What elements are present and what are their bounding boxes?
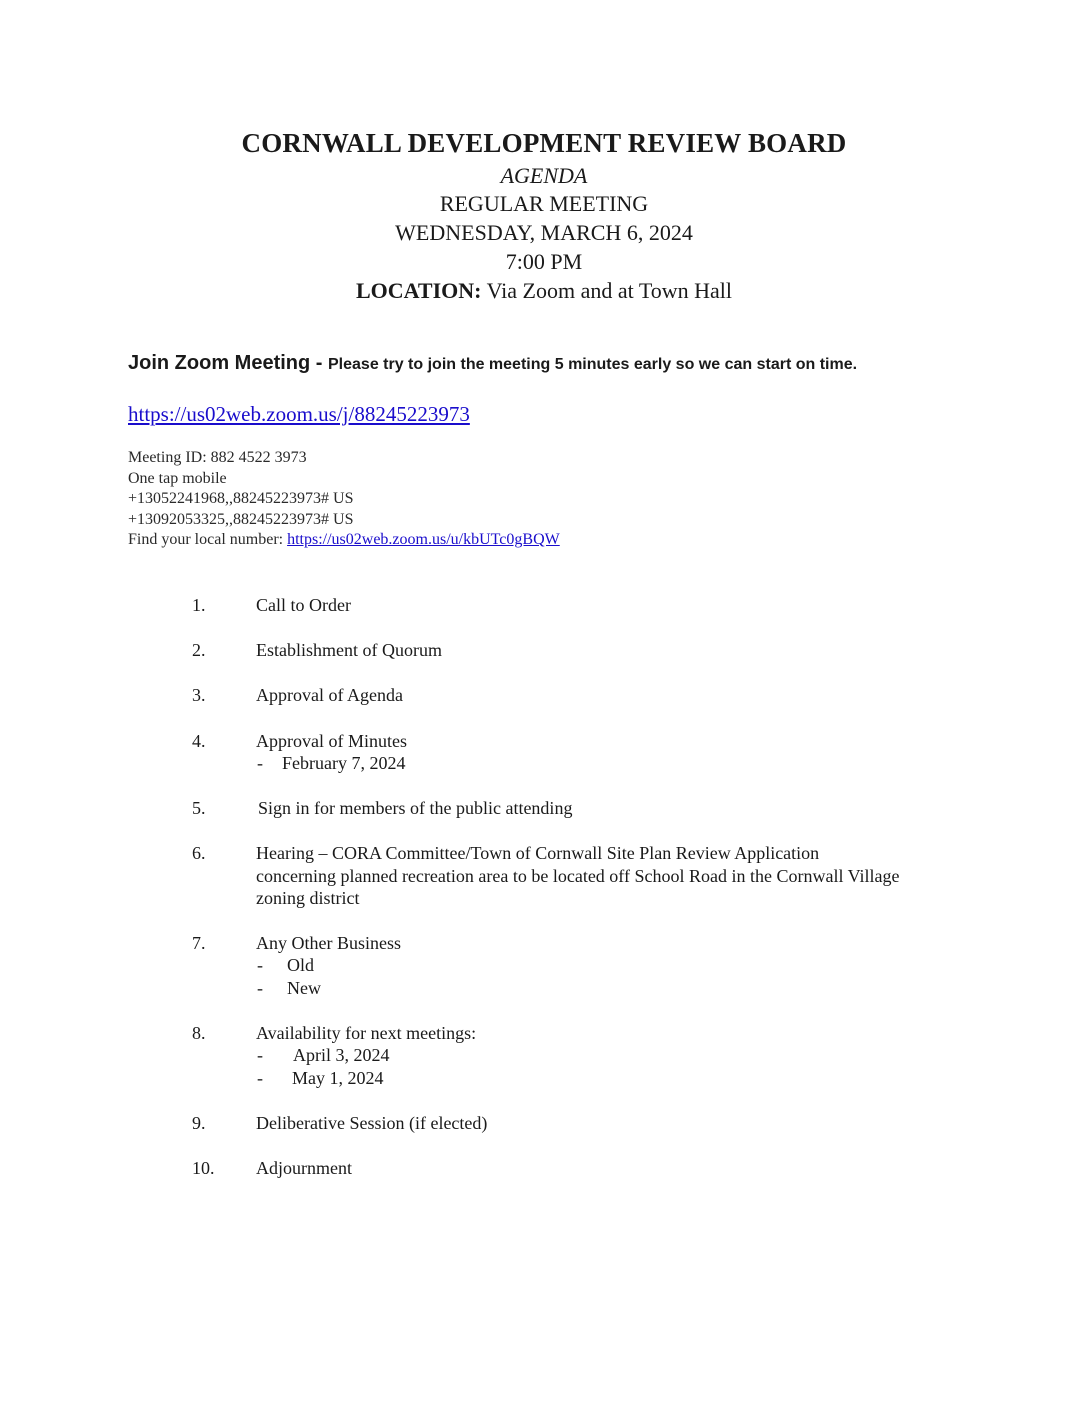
- agenda-item-text: Approval of Agenda: [256, 685, 403, 705]
- agenda-item-number: 7.: [192, 933, 206, 953]
- document-subtitle: AGENDA: [500, 163, 588, 188]
- agenda-item-number: 6.: [192, 843, 206, 863]
- agenda-item-text: Approval of Minutes: [256, 731, 407, 751]
- agenda-item-number: 4.: [192, 731, 206, 751]
- sub-item-text: February 7, 2024: [282, 753, 406, 773]
- agenda-item-text: Sign in for members of the public attending: [258, 798, 573, 818]
- one-tap-label: One tap mobile: [128, 469, 227, 487]
- zoom-heading-title: Join Zoom Meeting -: [128, 352, 328, 374]
- agenda-item-number: 8.: [192, 1023, 206, 1043]
- agenda-item-number: 10.: [192, 1158, 215, 1178]
- agenda-item-number: 5.: [192, 798, 206, 818]
- meeting-id: Meeting ID: 882 4522 3973: [128, 449, 307, 466]
- meeting-time: 7:00 PM: [505, 249, 583, 274]
- phone-number-1: +13052241968,,88245223973# US: [128, 490, 354, 507]
- meeting-date: WEDNESDAY, MARCH 6, 2024: [395, 220, 693, 245]
- sub-item-dash: -: [257, 955, 263, 975]
- sub-item-dash: -: [257, 1045, 263, 1065]
- agenda-item-text: Availability for next meetings:: [256, 1023, 477, 1043]
- agenda-item-text: Call to Order: [256, 595, 351, 615]
- agenda-item-text-line: zoning district: [256, 888, 360, 908]
- agenda-item-text-line: Hearing – CORA Committee/Town of Cornwall Site Plan Review Application: [256, 843, 820, 863]
- sub-item-text: New: [287, 978, 321, 998]
- local-number-link[interactable]: https://us02web.zoom.us/u/kbUTc0gBQW: [287, 531, 560, 548]
- location-label: LOCATION:: [355, 278, 482, 303]
- agenda-item-number: 2.: [192, 640, 206, 660]
- sub-item-text: April 3, 2024: [293, 1045, 390, 1065]
- meeting-type: REGULAR MEETING: [439, 191, 649, 216]
- sub-item-text: Old: [287, 955, 314, 975]
- sub-item-text: May 1, 2024: [292, 1068, 384, 1088]
- agenda-item-text: Establishment of Quorum: [256, 640, 442, 660]
- local-number-label: Find your local number:: [128, 531, 288, 548]
- agenda-item-number: 1.: [192, 595, 206, 615]
- zoom-meeting-link[interactable]: https://us02web.zoom.us/j/88245223973: [128, 402, 470, 426]
- agenda-item-number: 9.: [192, 1113, 206, 1133]
- sub-item-dash: -: [257, 753, 263, 773]
- agenda-item-text: Any Other Business: [256, 933, 401, 953]
- sub-item-dash: -: [257, 978, 263, 998]
- agenda-item-text: Deliberative Session (if elected): [256, 1113, 488, 1133]
- location-value: Via Zoom and at Town Hall: [481, 278, 732, 303]
- agenda-item-number: 3.: [192, 685, 206, 705]
- page-title: CORNWALL DEVELOPMENT REVIEW BOARD: [241, 128, 847, 158]
- phone-number-2: +13092053325,,88245223973# US: [128, 510, 354, 528]
- zoom-heading-note: Please try to join the meeting 5 minutes early so we can start on time.: [328, 356, 858, 373]
- sub-item-dash: -: [257, 1068, 263, 1088]
- agenda-item-text-line: concerning planned recreation area to be located off School Road in the Cornwall Village: [256, 866, 900, 886]
- agenda-item-text: Adjournment: [256, 1158, 352, 1178]
